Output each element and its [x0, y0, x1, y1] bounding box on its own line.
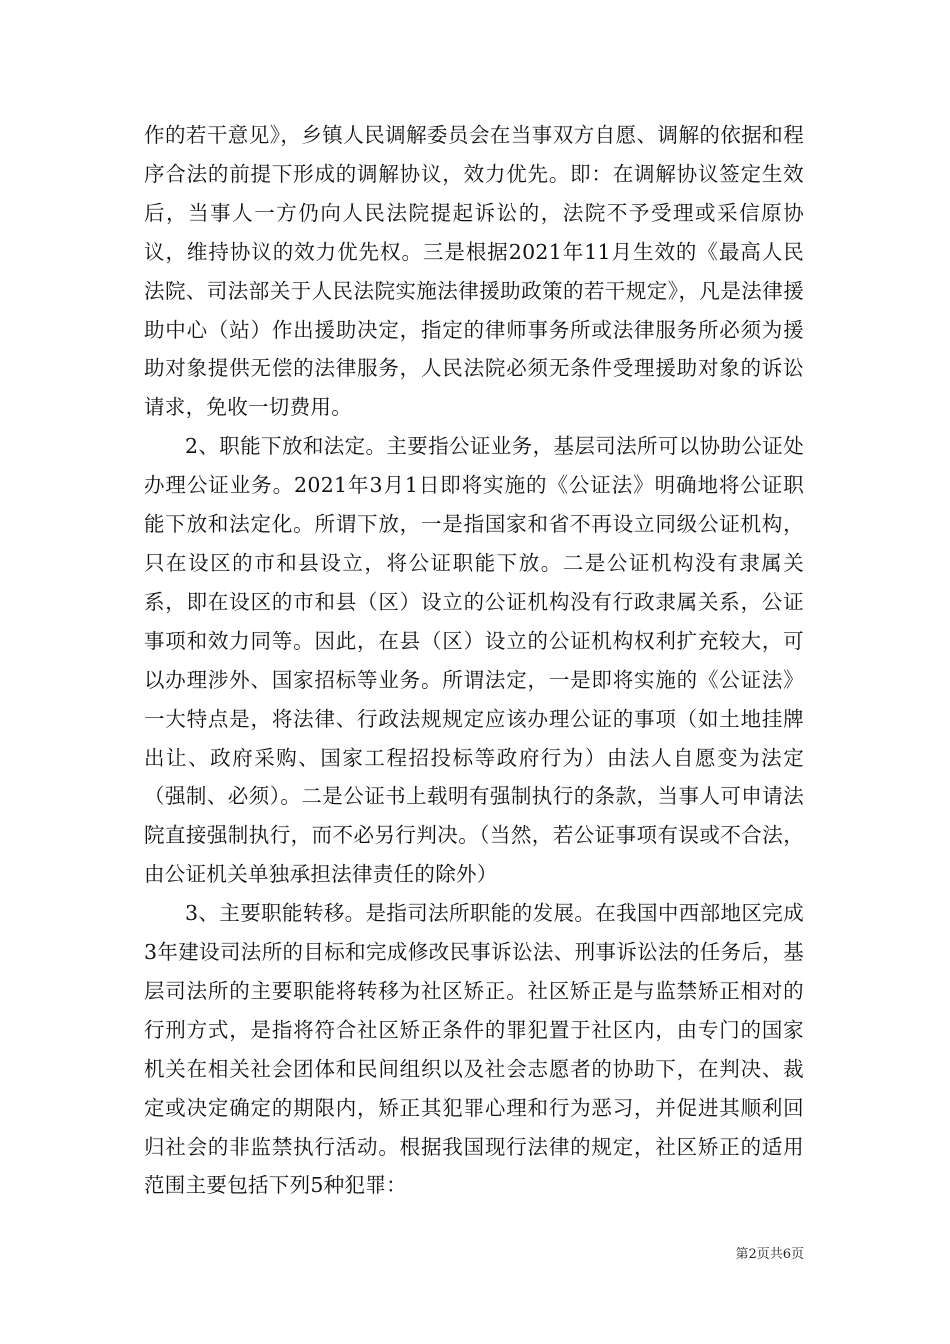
page-number: 第2页共6页: [735, 1247, 804, 1262]
paragraph-3: 3、主要职能转移。是指司法所职能的发展。在我国中西部地区完成3年建设司法所的目标和完成修改民事诉讼法、刑事诉讼法的任务后，基层司法所的主要职能将转移为社区矫正。社区矫正是与监禁矫正相对的行刑方式，是指将符合社区矫正条件的罪犯置于社区内，由专门的国家机关在相关社会团体和民间组织以及社会志愿者的协助下，在判决、裁定或决定确定的期限内，矫正其犯罪心理和行为恶习，并促进其顺利回归社会的非监禁执行活动。根据我国现行法律的规定，社区矫正的适用范围主要包括下列5种犯罪：: [144, 901, 804, 1198]
paragraph-1: 作的若干意见》，乡镇人民调解委员会在当事双方自愿、调解的依据和程序合法的前提下形成的调解协议，效力优先。即：在调解协议签定生效后，当事人一方仍向人民法院提起诉讼的，法院不予受理或采信原协议，维持协议的效力优先权。三是根据2021年11月生效的《最高人民法院、司法部关于人民法院实施法律援助政策的若干规定》，凡是法律援助中心（站）作出援助决定，指定的律师事务所或法律服务所必须为援助对象提供无偿的法律服务，人民法院必须无条件受理援助对象的诉讼请求，免收一切费用。: [144, 123, 804, 420]
paragraph-2: 2、职能下放和法定。主要指公证业务，基层司法所可以协助公证处办理公证业务。2021年3月1日即将实施的《公证法》明确地将公证职能下放和法定化。所谓下放，一是指国家和省不再设立同级公证机构，只在设区的市和县设立，将公证职能下放。二是公证机构没有隶属关系，即在设区的市和县（区）设立的公证机构没有行政隶属关系，公证事项和效力同等。因此，在县（区）设立的公证机构权利扩充较大，可以办理涉外、国家招标等业务。所谓法定，一是即将实施的《公证法》一大特点是，将法律、行政法规规定应该办理公证的事项（如土地挂牌出让、政府采购、国家工程招投标等政府行为）由法人自愿变为法定（强制、必须）。二是公证书上载明有强制执行的条款，当事人可申请法院直接强制执行，而不必另行判决。（当然，若公证事项有误或不合法，由公证机关单独承担法律责任的除外）: [144, 434, 804, 887]
document-body: [144, 116, 804, 1205]
